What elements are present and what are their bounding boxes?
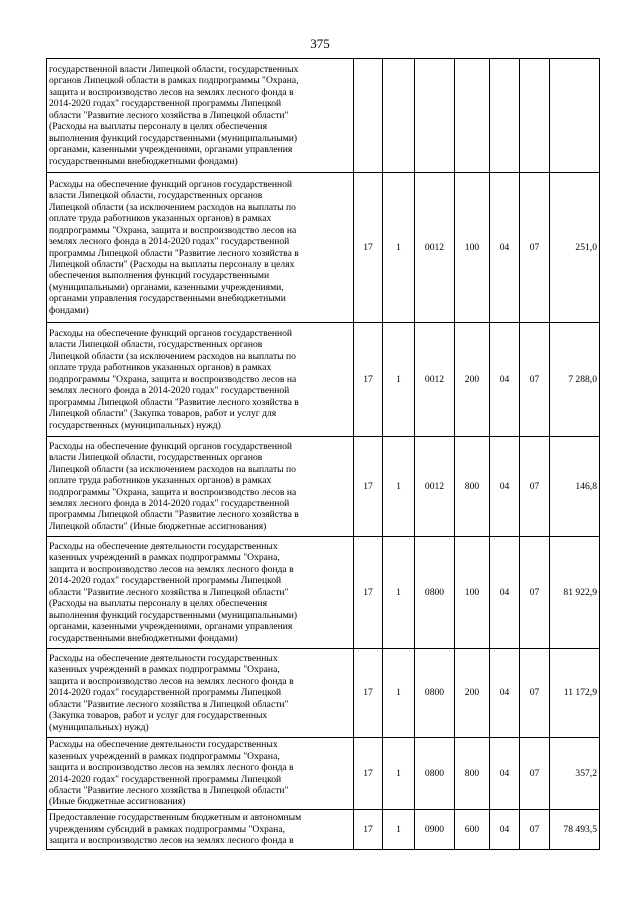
amount <box>550 59 600 173</box>
code-subsection: 07 <box>520 810 550 850</box>
code-program: 1 <box>383 649 415 738</box>
code-ministry: 17 <box>354 437 383 537</box>
code-program: 1 <box>383 173 415 323</box>
code-target: 0800 <box>415 537 455 649</box>
row-description: государственной власти Липецкой области, государственных органов Липецкой области в рамках подпрограммы "Охрана, защита и воспроизводство лесов на землях лесного фонда в 2014-2020 годах" государственной программы Липецкой области "Развитие лесного хозяйства в Липецкой области" (Расходы на выплаты персоналу в целях обеспечения выполнения функций государственными (муниципальными) органами, казенными учреждениями, органами управления государственными внебюджетными фондами) <box>47 59 354 173</box>
code-ministry: 17 <box>354 537 383 649</box>
code-section: 04 <box>490 323 520 437</box>
code-section <box>490 59 520 173</box>
code-ministry: 17 <box>354 810 383 850</box>
code-program: 1 <box>383 738 415 810</box>
table-row <box>47 738 600 810</box>
row-description: Расходы на обеспечение деятельности государственных казенных учреждений в рамках подпрограммы "Охрана, защита и воспроизводство лесов на землях лесного фонда в 2014-2020 годах" государственной программы Липецкой области "Развитие лесного хозяйства в Липецкой области" (Расходы на выплаты персоналу в целях обеспечения выполнения функций государственными (муниципальными) органами, казенными учреждениями, органами управления государственными внебюджетными фондами) <box>47 537 354 649</box>
code-expense-type <box>455 59 490 173</box>
amount: 7 288,0 <box>550 323 600 437</box>
table-row <box>47 810 600 850</box>
code-target: 0800 <box>415 738 455 810</box>
code-subsection: 07 <box>520 323 550 437</box>
code-subsection: 07 <box>520 537 550 649</box>
code-section: 04 <box>490 437 520 537</box>
row-description: Предоставление государственным бюджетным и автономным учреждениям субсидий в рамках подпрограммы "Охрана, защита и воспроизводство лесов на землях лесного фонда в <box>47 810 354 850</box>
row-description: Расходы на обеспечение деятельности государственных казенных учреждений в рамках подпрограммы "Охрана, защита и воспроизводство лесов на землях лесного фонда в 2014-2020 годах" государственной программы Липецкой области "Развитие лесного хозяйства в Липецкой области" (Закупка товаров, работ и услуг для государственных (муниципальных) нужд) <box>47 649 354 738</box>
code-target: 0800 <box>415 649 455 738</box>
code-expense-type: 800 <box>455 738 490 810</box>
code-expense-type: 100 <box>455 173 490 323</box>
code-program: 1 <box>383 810 415 850</box>
code-program <box>383 59 415 173</box>
row-description: Расходы на обеспечение функций органов государственной власти Липецкой области, государственных органов Липецкой области (за исключением расходов на выплаты по оплате труда работников указанных органов) в рамках подпрограммы "Охрана, защита и воспроизводство лесов на землях лесного фонда в 2014-2020 годах" государственной программы Липецкой области "Развитие лесного хозяйства в Липецкой области" (Иные бюджетные ассигнования) <box>47 437 354 537</box>
code-section: 04 <box>490 537 520 649</box>
amount: 81 922,9 <box>550 537 600 649</box>
budget-table <box>46 58 600 850</box>
code-subsection: 07 <box>520 649 550 738</box>
code-subsection: 07 <box>520 173 550 323</box>
table-row <box>47 537 600 649</box>
code-subsection: 07 <box>520 738 550 810</box>
code-program: 1 <box>383 323 415 437</box>
code-section: 04 <box>490 810 520 850</box>
code-ministry: 17 <box>354 323 383 437</box>
amount: 357,2 <box>550 738 600 810</box>
code-subsection <box>520 59 550 173</box>
code-target: 0012 <box>415 323 455 437</box>
code-ministry <box>354 59 383 173</box>
code-target <box>415 59 455 173</box>
code-expense-type: 800 <box>455 437 490 537</box>
code-section: 04 <box>490 173 520 323</box>
amount: 78 493,5 <box>550 810 600 850</box>
page-number: 375 <box>310 36 330 51</box>
amount: 11 172,9 <box>550 649 600 738</box>
code-target: 0012 <box>415 437 455 537</box>
code-expense-type: 600 <box>455 810 490 850</box>
table-row <box>47 649 600 738</box>
code-ministry: 17 <box>354 649 383 738</box>
row-description: Расходы на обеспечение деятельности государственных казенных учреждений в рамках подпрограммы "Охрана, защита и воспроизводство лесов на землях лесного фонда в 2014-2020 годах" государственной программы Липецкой области "Развитие лесного хозяйства в Липецкой области" (Иные бюджетные ассигнования) <box>47 738 354 810</box>
table-row <box>47 173 600 323</box>
code-target: 0012 <box>415 173 455 323</box>
row-description: Расходы на обеспечение функций органов государственной власти Липецкой области, государственных органов Липецкой области (за исключением расходов на выплаты по оплате труда работников указанных органов) в рамках подпрограммы "Охрана, защита и воспроизводство лесов на землях лесного фонда в 2014-2020 годах" государственной программы Липецкой области "Развитие лесного хозяйства в Липецкой области" (Закупка товаров, работ и услуг для государственных (муниципальных) нужд) <box>47 323 354 437</box>
row-description: Расходы на обеспечение функций органов государственной власти Липецкой области, государственных органов Липецкой области (за исключением расходов на выплаты по оплате труда работников указанных органов) в рамках подпрограммы "Охрана, защита и воспроизводство лесов на землях лесного фонда в 2014-2020 годах" государственной программы Липецкой области "Развитие лесного хозяйства в Липецкой области" (Расходы на выплаты персоналу в целях обеспечения выполнения функций государственными (муниципальными) органами, казенными учреждениями, органами управления государственными внебюджетными фондами) <box>47 173 354 323</box>
code-target: 0900 <box>415 810 455 850</box>
table-row <box>47 59 600 173</box>
code-expense-type: 100 <box>455 537 490 649</box>
code-ministry: 17 <box>354 738 383 810</box>
code-expense-type: 200 <box>455 323 490 437</box>
code-subsection: 07 <box>520 437 550 537</box>
table-row <box>47 323 600 437</box>
code-section: 04 <box>490 649 520 738</box>
code-program: 1 <box>383 437 415 537</box>
amount: 251,0 <box>550 173 600 323</box>
table-row <box>47 437 600 537</box>
code-expense-type: 200 <box>455 649 490 738</box>
code-section: 04 <box>490 738 520 810</box>
code-ministry: 17 <box>354 173 383 323</box>
amount: 146,8 <box>550 437 600 537</box>
code-program: 1 <box>383 537 415 649</box>
